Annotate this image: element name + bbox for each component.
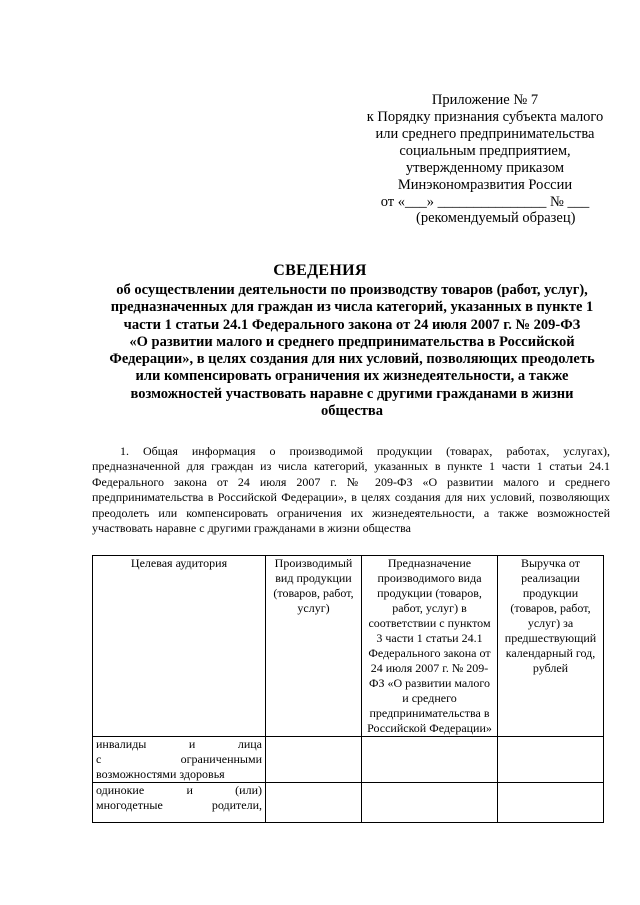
cell-line: с ограниченными [96, 752, 262, 766]
appendix-line: к Порядку признания субъекта малого [366, 109, 604, 125]
heading-line: возможностей участвовать наравне с другими гражданами в жизни [130, 385, 574, 402]
heading-line: Федерации», в целях создания для них условий, позволяющих преодолеть [109, 351, 595, 368]
appendix-line: социальным предприятием, [399, 143, 571, 159]
appendix-line: утвержденному приказом [405, 160, 565, 176]
cell-target-audience [93, 783, 266, 823]
heading-line: «О развитии малого и среднего предпринимательства в Российской [129, 333, 575, 350]
appendix-block [330, 92, 640, 211]
heading-line: общества [321, 403, 383, 420]
general-info-paragraph [92, 444, 610, 536]
paragraph-text: 1. Общая информация о производимой продукции (товарах, работах, услугах), предназначенной для граждан из числа категорий, указанных в пункте 1 части 1 статьи 24.1 Федерального закона от 24 июля 2007 г. № 209-ФЗ «О развитии малого и среднего предпринимательства в Российской Федерации», в целях создания для них условий, позволяющих преодолеть или компенсировать ограничения их жизнедеятельности, а также возможностей участвовать наравне с другими гражданами в жизни общества [92, 444, 610, 536]
cell-revenue[interactable] [498, 737, 604, 783]
cell-product-type[interactable] [266, 783, 362, 823]
cell-line: возможностями здоровья [96, 767, 225, 781]
cell-product-purpose[interactable] [362, 737, 498, 783]
appendix-line: Приложение № 7 [431, 92, 539, 108]
document-heading [82, 282, 622, 420]
heading-line: или компенсировать ограничения их жизнедеятельности, а также [135, 368, 569, 385]
appendix-line: или среднего предпринимательства [375, 126, 595, 142]
heading-line: об осуществлении деятельности по производству товаров (работ, услуг), [116, 282, 588, 298]
table-row [93, 783, 604, 823]
heading-line: предназначенных для граждан из числа категорий, указанных в пункте 1 [110, 299, 594, 316]
header-target-audience: Целевая аудитория [93, 556, 266, 737]
table-header-row [93, 556, 604, 737]
document-title: СВЕДЕНИЯ [273, 262, 367, 279]
cell-line: инвалиды и лица [96, 737, 262, 751]
header-product-purpose: Предназначение производимого вида продукции (товаров, работ, услуг) в соответствии с пунктом 3 части 1 статьи 24.1 Федерального закона от 24 июля 2007 г. № 209-ФЗ «О развитии малого и среднего предпринимательства в Российской Федерации» [362, 556, 498, 737]
appendix-line: от «___» _______________ № ___ [380, 194, 590, 210]
products-table [92, 555, 604, 823]
cell-line: одинокие и (или) [96, 783, 262, 797]
cell-product-type[interactable] [266, 737, 362, 783]
sample-note: (рекомендуемый образец) [416, 210, 576, 226]
heading-line: части 1 статьи 24.1 Федерального закона от 24 июля 2007 г. № 209-ФЗ [123, 316, 581, 333]
cell-product-purpose[interactable] [362, 783, 498, 823]
header-revenue: Выручка от реализации продукции (товаров, работ, услуг) за предшествующий календарный год, рублей [498, 556, 604, 737]
appendix-line: Минэкономразвития России [397, 177, 573, 193]
cell-revenue[interactable] [498, 783, 604, 823]
cell-target-audience [93, 737, 266, 783]
cell-line: многодетные родители, [96, 798, 262, 812]
header-product-type: Производимый вид продукции (товаров, работ, услуг) [266, 556, 362, 737]
table-row [93, 737, 604, 783]
